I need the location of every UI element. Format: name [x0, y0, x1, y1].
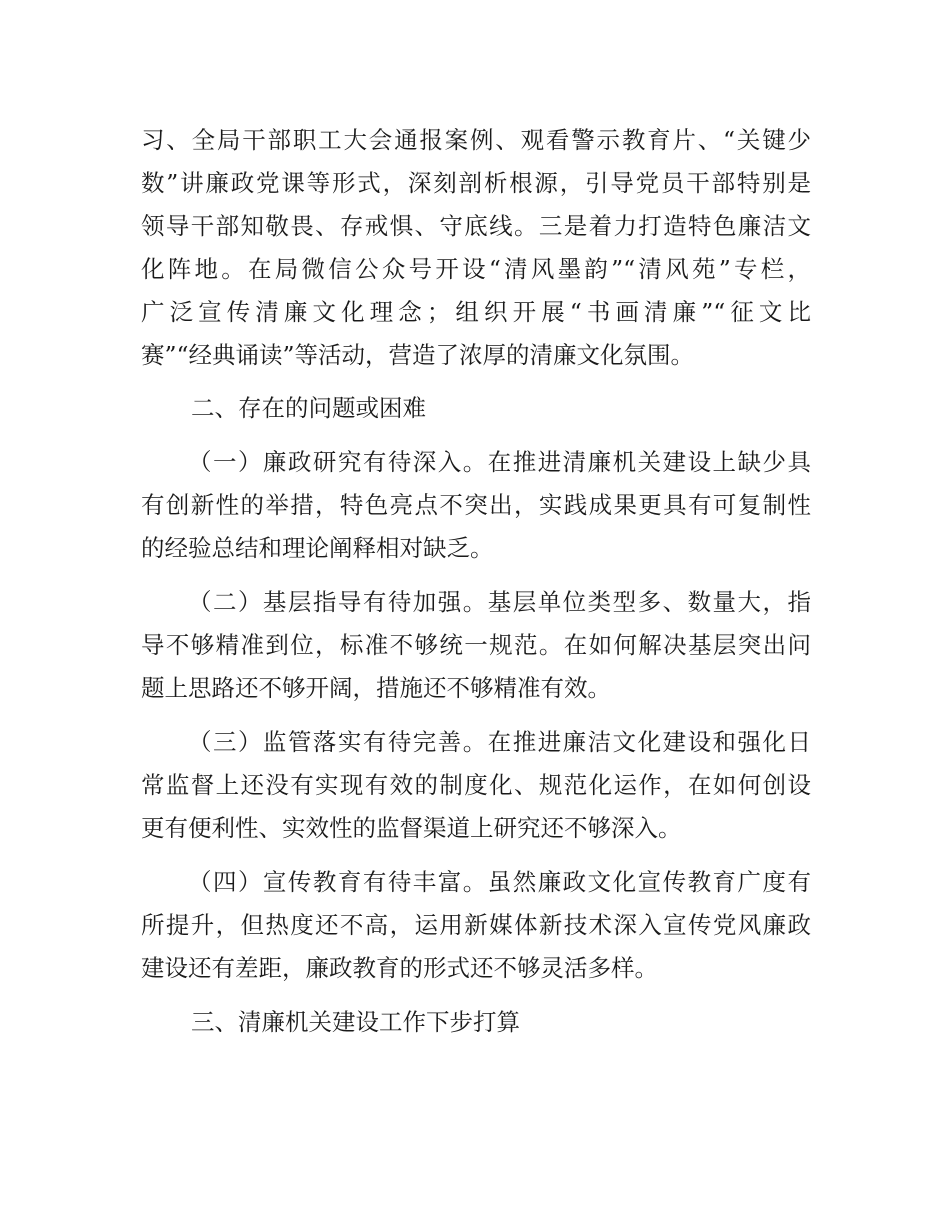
paragraph-line: 建设还有差距，廉政教育的形式还不够灵活多样。 [141, 954, 658, 982]
paragraph-line: 导不够精准到位，标准不够统一规范。在如何解决基层突出问 [141, 631, 811, 659]
paragraph-line: 更有便利性、实效性的监督渠道上研究还不够深入。 [141, 814, 682, 842]
paragraph-line: 广泛宣传清廉文化理念；组织开展“书画清廉”“征文比 [141, 298, 811, 326]
paragraph-line: （一）廉政研究有待深入。在推进清廉机关建设上缺少具 [188, 448, 811, 476]
paragraph-line: 常监督上还没有实现有效的制度化、规范化运作，在如何创设 [141, 771, 811, 799]
paragraph-line: 化阵地。在局微信公众号开设“清风墨韵”“清风苑”专栏， [141, 255, 811, 283]
paragraph-line: 所提升，但热度还不高，运用新媒体新技术深入宣传党风廉政 [141, 911, 811, 939]
section-heading: 二、存在的问题或困难 [191, 394, 426, 422]
paragraph-line: （三）监管落实有待完善。在推进廉洁文化建设和强化日 [188, 728, 811, 756]
section-heading: 三、清廉机关建设工作下步打算 [191, 1008, 520, 1036]
paragraph-line: （四）宣传教育有待丰富。虽然廉政文化宣传教育广度有 [188, 868, 811, 896]
paragraph-line: 数”讲廉政党课等形式，深刻剖析根源，引导党员干部特别是 [141, 169, 811, 197]
paragraph-line: 赛”“经典诵读”等活动，营造了浓厚的清廉文化氛围。 [141, 341, 695, 369]
paragraph-line: 领导干部知敬畏、存戒惧、守底线。三是着力打造特色廉洁文 [141, 212, 811, 240]
paragraph-line: （二）基层指导有待加强。基层单位类型多、数量大，指 [188, 588, 811, 616]
paragraph-line: 题上思路还不够开阔，措施还不够精准有效。 [141, 674, 611, 702]
paragraph-line: 的经验总结和理论阐释相对缺乏。 [141, 534, 494, 562]
paragraph-line: 习、全局干部职工大会通报案例、观看警示教育片、“关键少 [141, 126, 811, 154]
paragraph-line: 有创新性的举措，特色亮点不突出，实践成果更具有可复制性 [141, 491, 811, 519]
